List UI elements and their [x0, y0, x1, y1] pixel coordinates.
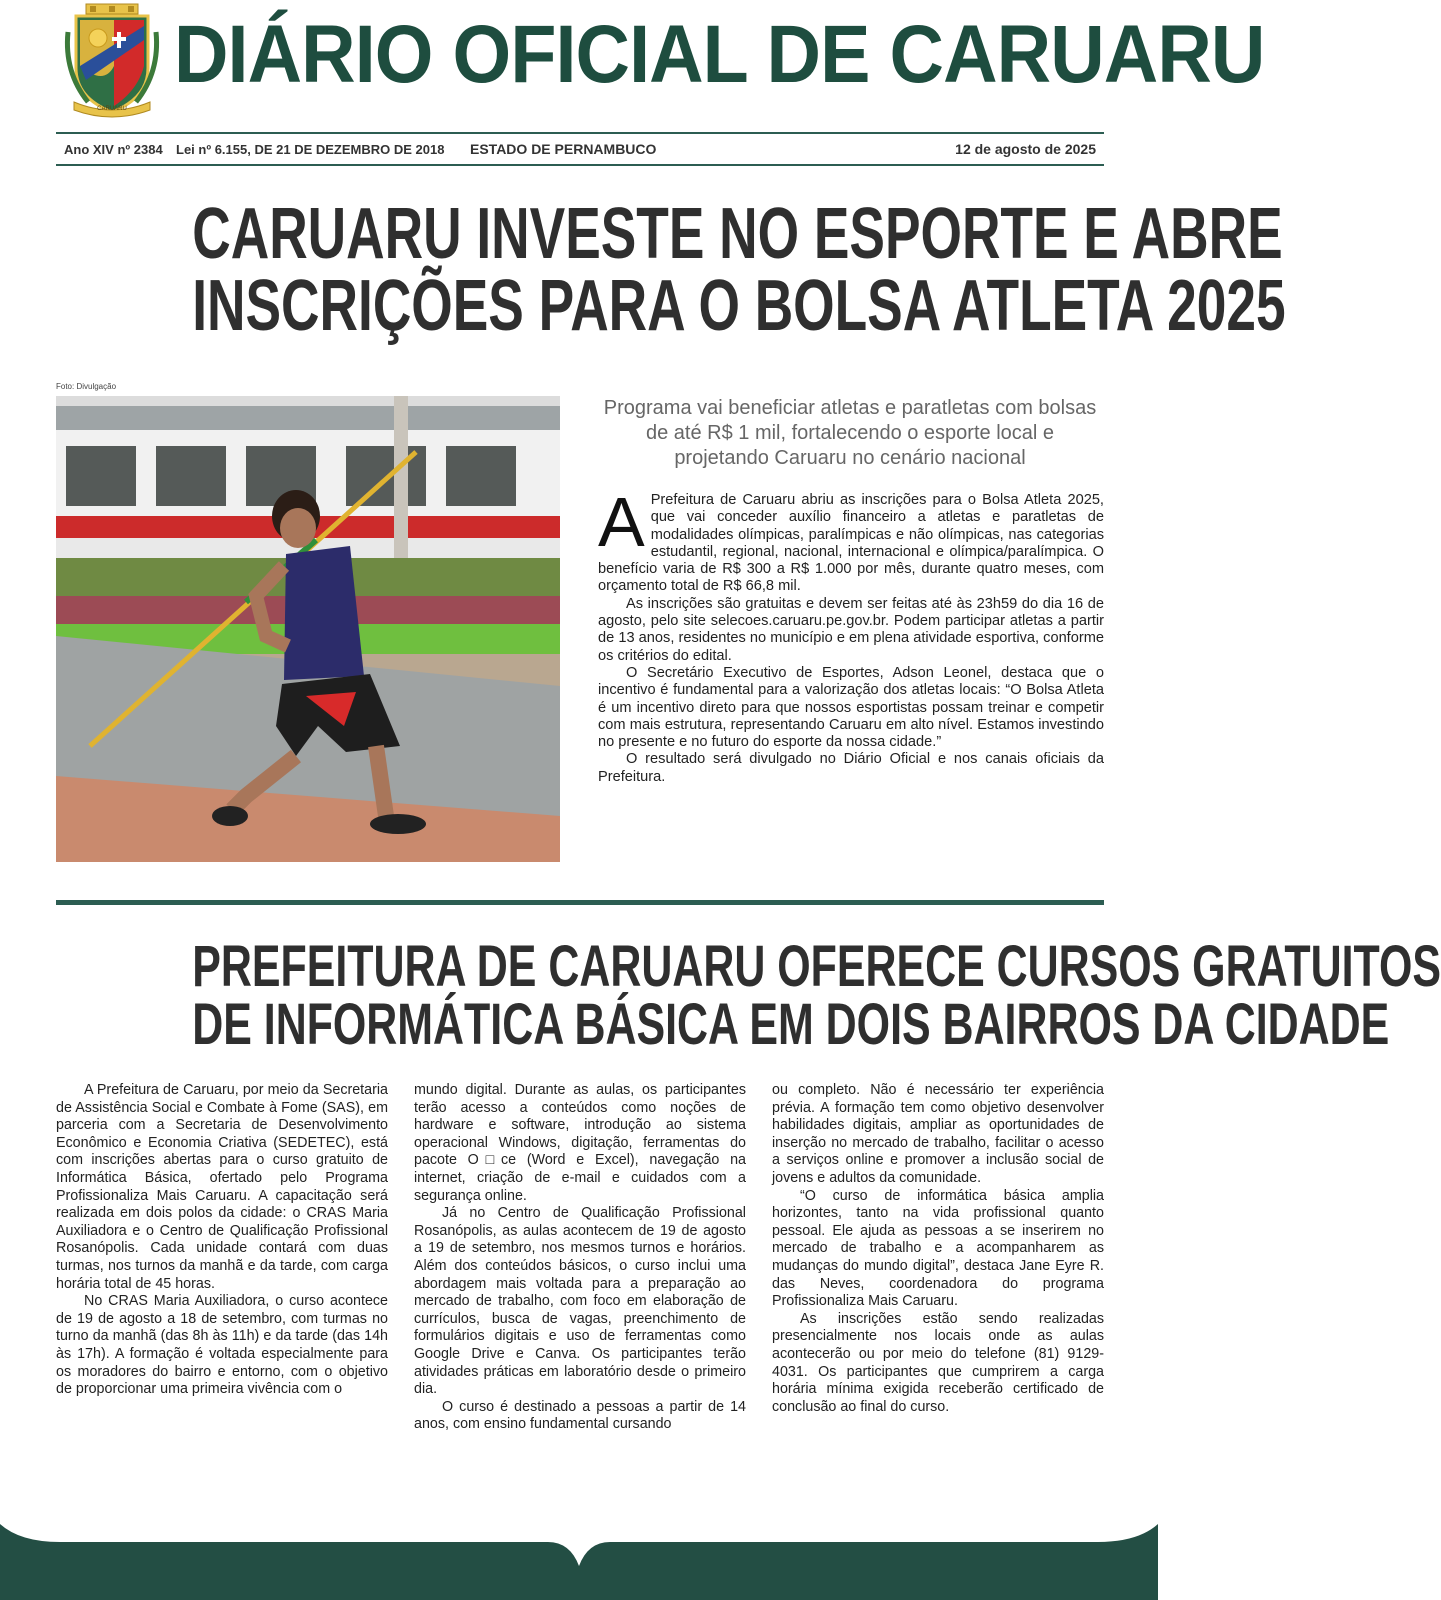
edition-number: Ano XIV nº 2384: [64, 142, 163, 157]
article1-body: [598, 483, 1104, 786]
article1-subtitle: Programa vai beneficiar atletas e paratletas com bolsas de até R$ 1 mil, fortalecendo o esporte local e projetando Caruaru no cenário nacional: [603, 397, 1097, 469]
article1-headline-line2: INSCRIÇÕES PARA O BOLSA ATLETA 2025: [192, 266, 1286, 346]
issue-date: 12 de agosto de 2025: [955, 141, 1096, 157]
city-crest-icon: [64, 2, 160, 118]
article2-column-1: [56, 1082, 388, 1399]
article2-headline-line1: PREFEITURA DE CARUARU OFERECE CURSOS GRATUITOS: [192, 934, 1441, 999]
article2-paragraph: Já no Centro de Qualificação Profissional Rosanópolis, as aulas acontecem de 19 de agosto a 19 de setembro, nos mesmos turnos e horários. Além dos conteúdos básicos, o curso inclui uma abordagem mais voltada para a preparação ao mercado de trabalho, com foco em elaboração de currículos, busca de vagas, preenchimento de formulários digitais e uso de ferramentas como Google Drive e Canva. Os participantes terão atividades práticas em laboratório desde o primeiro dia.: [414, 1205, 746, 1398]
article2-paragraph: No CRAS Maria Auxiliadora, o curso acontece de 19 de agosto a 18 de setembro, com turmas no turno da manhã (das 8h às 11h) e da tarde (das 14h às 17h). A formação é voltada especialmente para os moradores do bairro e entorno, com o objetivo de proporcionar uma primeira vivência com o: [56, 1293, 388, 1398]
article1-paragraph-1: A Prefeitura de Caruaru abriu as inscrições para o Bolsa Atleta 2025, que vai conceder auxílio financeiro a atletas e paratletas de modalidades olímpicas, paralímpicas e não olímpicas, nas categorias estudantil, regional, nacional, internacional e olímpica/paralímpica. O benefício varia de R$ 300 a R$ 1.000 por mês, durante quatro meses, com orçamento total de R$ 66,8 mil.: [598, 483, 1104, 595]
article2-column-3: [772, 1082, 1104, 1416]
newspaper-title: DIÁRIO OFICIAL DE CARUARU: [174, 9, 1265, 100]
article2-headline-line2: DE INFORMÁTICA BÁSICA EM DOIS BAIRROS DA CIDADE: [192, 992, 1390, 1057]
dropcap-letter: A: [598, 483, 645, 561]
photo-credit: Foto: Divulgação: [56, 382, 117, 391]
page-footer-band: [0, 1524, 1158, 1600]
article1-paragraph-4: O resultado será divulgado no Diário Oficial e nos canais oficiais da Prefeitura.: [598, 751, 1104, 785]
section-divider: [56, 900, 1104, 905]
javelin-athlete-photo: [56, 396, 560, 862]
article2-paragraph: A Prefeitura de Caruaru, por meio da Secretaria de Assistência Social e Combate à Fome (SAS), em parceria com a Secretaria de Desenvolvimento Econômico e Economia Criativa (SEDETEC), está com inscrições abertas para o curso gratuito de Informática Básica, ofertado pelo Programa Profissionaliza Mais Caruaru. A capacitação será realizada em dois polos da cidade: o CRAS Maria Auxiliadora e o Centro de Qualificação Profissional Rosanópolis. Cada unidade contará com duas turmas, nos turnos da manhã e da tarde, com carga horária total de 45 horas.: [56, 1082, 388, 1292]
article2-paragraph: ou completo. Não é necessário ter experiência prévia. A formação tem como objetivo desenvolver habilidades digitais, ampliar as oportunidades de inserção no mercado de trabalho, facilitar o acesso a serviços online e promover a inclusão social de jovens e adultos da comunidade.: [772, 1082, 1104, 1186]
law-reference: Lei nº 6.155, DE 21 DE DEZEMBRO DE 2018: [176, 142, 445, 157]
masthead: [56, 0, 1265, 128]
article1-headline-line1: CARUARU INVESTE NO ESPORTE E ABRE: [192, 194, 1283, 274]
article2-paragraph: mundo digital. Durante as aulas, os participantes terão acesso a conteúdos como noções de hardware e software, introdução ao sistema operacional Windows, digitação, ferramentas do pacote O□ce (Word e Excel), navegação na internet, criação de e-mail e cuidados com a segurança online.: [414, 1082, 746, 1204]
article2-paragraph: “O curso de informática básica amplia horizontes, tanto na vida profissional quanto pessoal. Ele ajuda as pessoas a se inserirem no mercado de trabalho e a acompanharem as mudanças do mundo digital”, destaca Jane Eyre R. das Neves, coordenadora do programa Profissionaliza Mais Caruaru.: [772, 1187, 1104, 1310]
state-label: ESTADO DE PERNAMBUCO: [470, 141, 657, 157]
article2-headline: [192, 934, 1441, 1057]
article2-paragraph: As inscrições estão sendo realizadas presencialmente nos locais onde as aulas acontecerão ou por meio do telefone (81) 9129-4031. Os participantes que cumprirem a carga horária mínima exigida receberão certificado de conclusão ao final do curso.: [772, 1310, 1104, 1415]
article2-paragraph: O curso é destinado a pessoas a partir de 14 anos, com ensino fundamental cursando: [414, 1398, 746, 1433]
article1-paragraph-3: O Secretário Executivo de Esportes, Adson Leonel, destaca que o incentivo é fundamental para a valorização dos atletas locais: “O Bolsa Atleta é um incentivo direto para que nossos esportistas possam treinar e competir com mais estrutura, representando Caruaru em alto nível. Estamos investindo no presente e no futuro do esporte da nossa cidade.”: [598, 664, 1104, 751]
article1-paragraph-2: As inscrições são gratuitas e devem ser feitas até às 23h59 do dia 16 de agosto, pelo site selecoes.caruaru.pe.gov.br. Podem participar atletas a partir de 13 anos, residentes no município e em plena atividade esportiva, conforme os critérios do edital.: [598, 595, 1104, 664]
article2-column-2: [414, 1082, 746, 1434]
svg-text:CARUARU: CARUARU: [97, 106, 127, 112]
info-bar: [56, 132, 1104, 166]
article1-headline: [192, 194, 1286, 346]
